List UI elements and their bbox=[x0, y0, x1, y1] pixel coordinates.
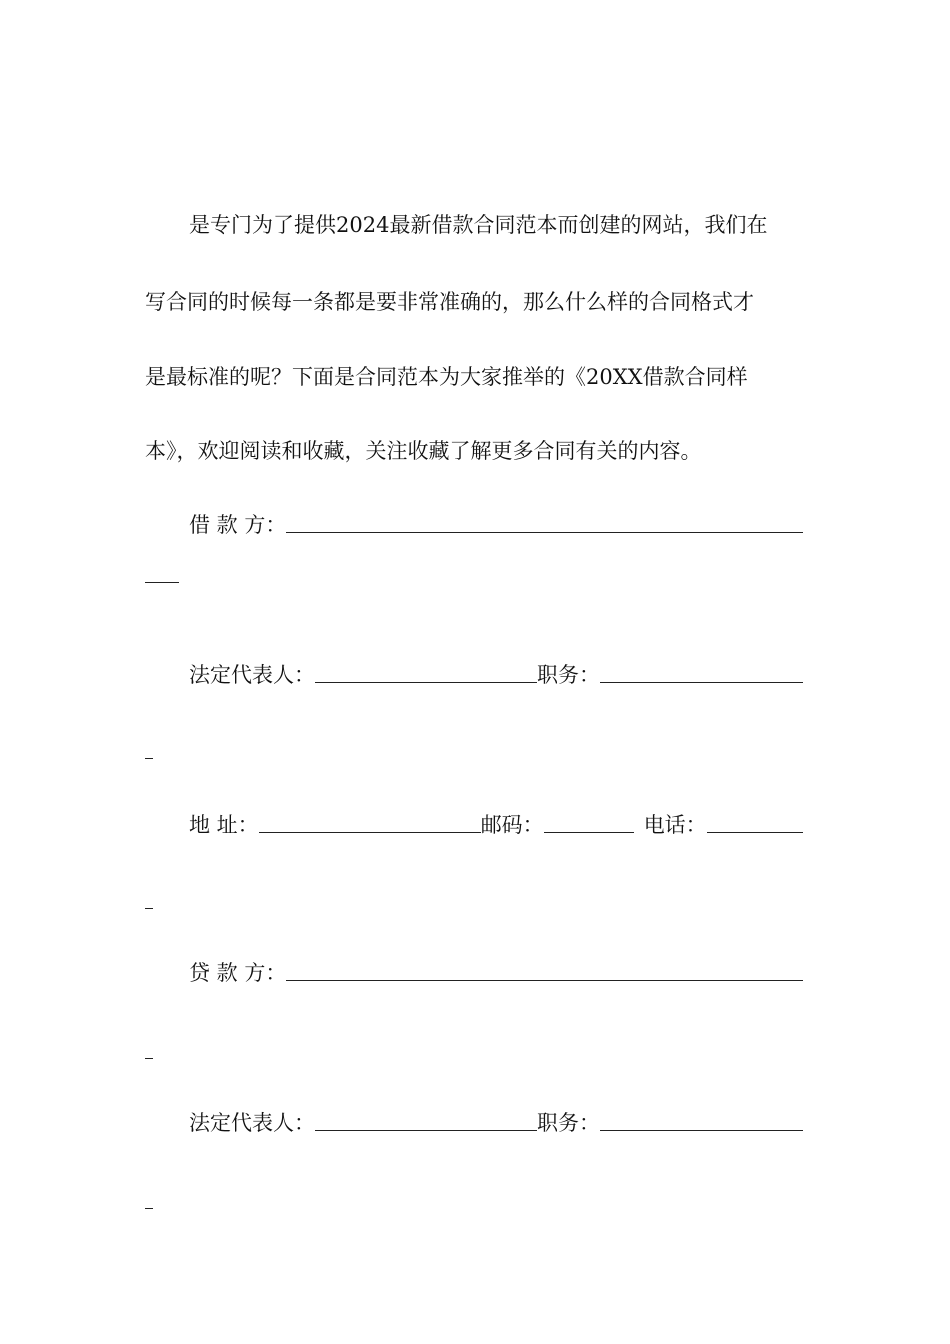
lender-title-blank-continuation bbox=[145, 1208, 153, 1209]
borrower-postcode-blank[interactable] bbox=[544, 810, 634, 833]
borrower-phone-blank-continuation bbox=[145, 908, 153, 909]
borrower-blank[interactable] bbox=[286, 510, 803, 533]
borrower-address-blank[interactable] bbox=[259, 810, 481, 833]
borrower-title-blank-continuation bbox=[145, 758, 153, 759]
borrower-phone-blank[interactable] bbox=[707, 810, 803, 833]
borrower-blank-continuation bbox=[145, 582, 179, 583]
intro-line-3: 是最标准的呢？下面是合同范本为大家推举的《20XX借款合同样 bbox=[145, 365, 748, 389]
lender-rep-blank[interactable] bbox=[315, 1108, 537, 1131]
lender-row bbox=[189, 958, 803, 988]
lender-title-label: 职务： bbox=[537, 1111, 600, 1135]
lender-rep-row bbox=[189, 1108, 803, 1138]
borrower-title-label: 职务： bbox=[537, 663, 600, 687]
borrower-rep-label: 法定代表人： bbox=[189, 663, 315, 687]
intro-line-2: 写合同的时候每一条都是要非常准确的，那么什么样的合同格式才 bbox=[145, 290, 754, 314]
lender-label: 贷 款 方： bbox=[189, 961, 287, 985]
intro-line-4: 本》，欢迎阅读和收藏，关注收藏了解更多合同有关的内容。 bbox=[145, 439, 702, 463]
lender-blank-continuation bbox=[145, 1058, 153, 1059]
lender-blank[interactable] bbox=[286, 958, 803, 981]
borrower-phone-label: 电话： bbox=[643, 813, 707, 837]
lender-title-blank[interactable] bbox=[600, 1108, 803, 1131]
borrower-title-blank[interactable] bbox=[600, 660, 803, 683]
borrower-row bbox=[189, 510, 803, 540]
borrower-postcode-label: 邮码： bbox=[480, 813, 544, 837]
borrower-label: 借 款 方： bbox=[189, 513, 287, 537]
borrower-address-label: 地 址： bbox=[189, 813, 259, 837]
lender-rep-label: 法定代表人： bbox=[189, 1111, 315, 1135]
borrower-rep-blank[interactable] bbox=[315, 660, 537, 683]
intro-line-1: 是专门为了提供2024最新借款合同范本而创建的网站，我们在 bbox=[189, 213, 768, 237]
borrower-address-row bbox=[189, 810, 803, 840]
borrower-rep-row bbox=[189, 660, 803, 690]
